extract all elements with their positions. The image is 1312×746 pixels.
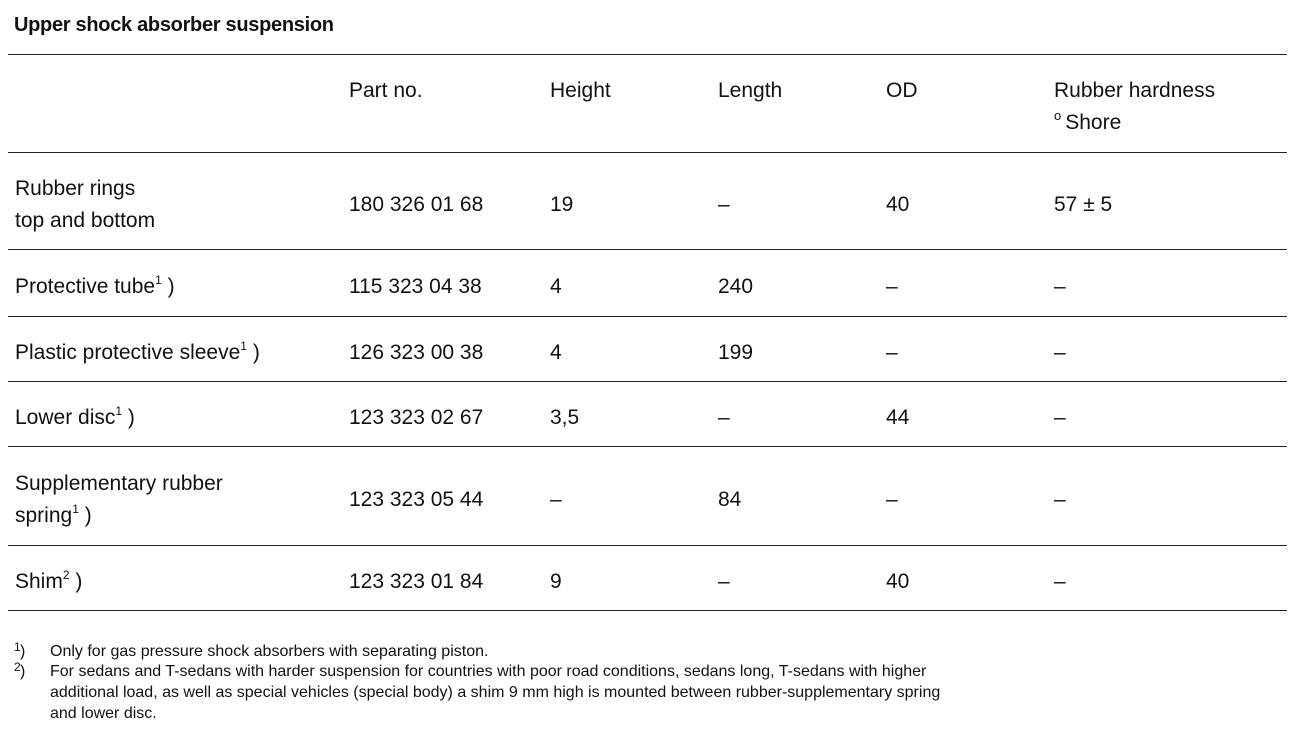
row3-paren: ) [252, 341, 260, 364]
row5-name-text: spring [15, 504, 73, 527]
table-rule-row1 [8, 249, 1287, 250]
row5-height: – [550, 488, 562, 511]
row6-hardness: – [1054, 570, 1066, 593]
degree-symbol: o [1054, 108, 1062, 123]
row4-name-text: Lower disc [15, 406, 116, 429]
row5-od: – [886, 488, 898, 511]
row4-length: – [718, 406, 730, 429]
row3-name [15, 337, 260, 369]
table-rule-row2 [8, 316, 1287, 317]
row6-name-text: Shim [15, 570, 63, 593]
table-rule-row3 [8, 381, 1287, 382]
header-rubber-hardness: Rubber hardness [1054, 79, 1216, 102]
row3-footnote-ref: 1 [240, 339, 247, 353]
row3-hardness: – [1054, 341, 1066, 364]
row4-paren: ) [127, 406, 135, 429]
row3-part-no: 126 323 00 38 [349, 341, 484, 364]
row6-length: – [718, 570, 730, 593]
row6-height: 9 [550, 570, 562, 593]
header-length: Length [718, 79, 783, 102]
row5-name-line1: Supplementary rubber [15, 472, 223, 495]
footnote-2-marker: 2 [14, 660, 21, 674]
row2-name-text: Protective tube [15, 275, 156, 298]
footnote-1-paren: ) [20, 643, 26, 660]
row5-hardness: – [1054, 488, 1066, 511]
header-shore-label: Shore [1065, 111, 1122, 134]
row2-part-no: 115 323 04 38 [349, 275, 482, 298]
row2-footnote-ref: 1 [155, 273, 162, 287]
table-rule-row4 [8, 446, 1287, 447]
table-rule-header [8, 152, 1287, 153]
table-rule-row5 [8, 545, 1287, 546]
row5-length: 84 [718, 488, 742, 511]
row6-part-no: 123 323 01 84 [349, 570, 484, 593]
footnote-2-line2: additional load, as well as special vehicles (special body) a shim 9 mm high is mounted between rubber-supplementary spring [50, 684, 941, 701]
document-title: Upper shock absorber suspension [14, 14, 334, 36]
row4-od: 44 [886, 406, 910, 429]
row1-part-no: 180 326 01 68 [349, 193, 484, 216]
table-rule-top [8, 54, 1287, 55]
row5-name-line2 [15, 500, 92, 532]
footnote-2-line3: and lower disc. [50, 705, 157, 722]
row5-footnote-ref: 1 [72, 502, 79, 516]
footnote-1-marker: 1 [14, 640, 21, 654]
row2-length: 240 [718, 275, 754, 298]
row2-height: 4 [550, 275, 562, 298]
row6-paren: ) [75, 570, 83, 593]
row5-paren: ) [84, 504, 92, 527]
row3-height: 4 [550, 341, 562, 364]
table-rule-bottom [8, 610, 1287, 611]
header-part-no: Part no. [349, 79, 423, 102]
row1-hardness: 57 ± 5 [1054, 193, 1113, 216]
row4-name [15, 402, 135, 434]
row4-hardness: – [1054, 406, 1066, 429]
header-shore [1054, 107, 1121, 139]
row1-height: 19 [550, 193, 574, 216]
row2-name [15, 271, 175, 303]
row2-od: – [886, 275, 898, 298]
row1-name-line1: Rubber rings [15, 177, 136, 200]
row1-od: 40 [886, 193, 910, 216]
row6-footnote-ref: 2 [62, 568, 70, 582]
row4-footnote-ref: 1 [115, 404, 123, 418]
row3-length: 199 [718, 341, 754, 364]
row3-od: – [886, 341, 898, 364]
row1-length: – [718, 193, 730, 216]
row6-od: 40 [886, 570, 910, 593]
footnote-2-paren: ) [20, 663, 26, 680]
header-od: OD [886, 79, 918, 102]
row5-part-no: 123 323 05 44 [349, 488, 484, 511]
footnote-2-line1: For sedans and T-sedans with harder suspension for countries with poor road conditions, sedans long, T-sedans with higher [50, 663, 927, 680]
row6-name [15, 566, 82, 598]
row1-name-line2: top and bottom [15, 209, 156, 232]
header-height: Height [550, 79, 611, 102]
row2-hardness: – [1054, 275, 1066, 298]
row4-part-no: 123 323 02 67 [349, 406, 484, 429]
footnote-1-text: Only for gas pressure shock absorbers with separating piston. [50, 643, 489, 660]
row2-paren: ) [167, 275, 175, 298]
row3-name-text: Plastic protective sleeve [15, 341, 241, 364]
row4-height: 3,5 [550, 406, 580, 429]
